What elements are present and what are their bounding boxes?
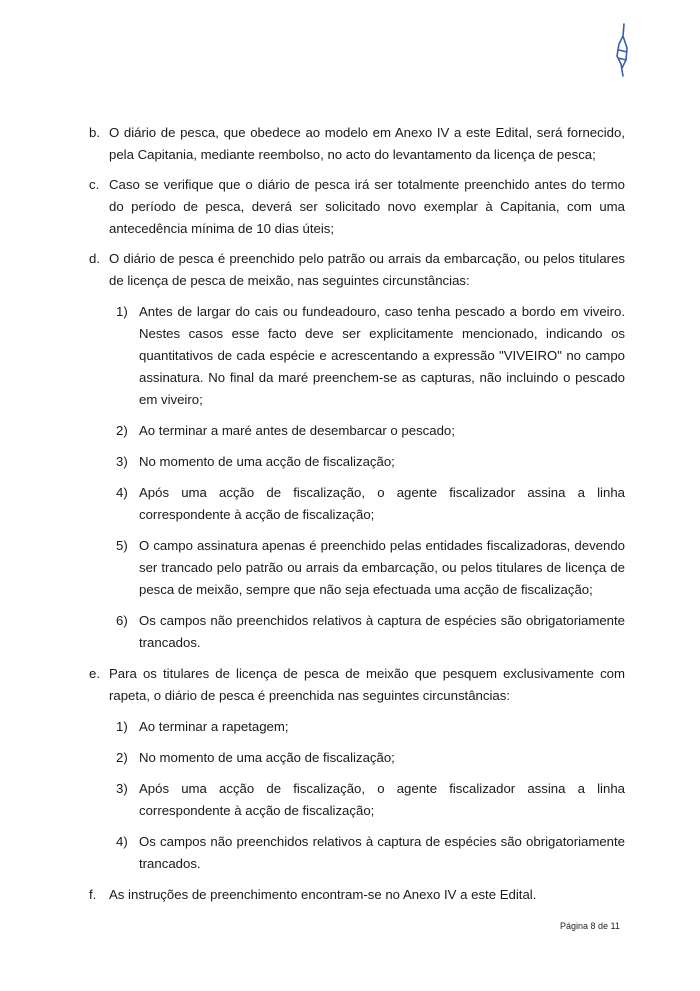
item-marker: d.	[89, 251, 100, 266]
sub-text: Ao terminar a maré antes de desembarcar o pescado;	[139, 423, 455, 438]
sub-text: Os campos não preenchidos relativos à captura de espécies são obrigatoriamente trancados.	[139, 834, 625, 871]
item-text: O diário de pesca é preenchido pelo patrão ou arrais da embarcação, ou pelos titulares de licença de pesca de meixão, nas seguintes circunstâncias:	[109, 251, 625, 288]
item-text: Caso se verifique que o diário de pesca irá ser totalmente preenchido antes do termo do período de pesca, deverá ser solicitado novo exemplar à Capitania, com uma antecedência mínima de 10 dias úteis;	[109, 177, 625, 236]
sub-text: O campo assinatura apenas é preenchido pelas entidades fiscalizadoras, devendo ser trancado pelo patrão ou arrais da embarcação, ou pelos titulares de licença de pesca de meixão, sempre que não seja efectuada uma acção de fiscalização;	[139, 538, 625, 597]
sub-text: No momento de uma acção de fiscalização;	[139, 454, 395, 469]
sub-item-e-3	[89, 778, 625, 822]
sub-text: Após uma acção de fiscalização, o agente fiscalizador assina a linha correspondente à acção de fiscalização;	[139, 485, 625, 522]
sub-marker: 3)	[116, 781, 128, 796]
item-marker: e.	[89, 666, 100, 681]
document-body	[89, 122, 625, 907]
sub-text: Antes de largar do cais ou fundeadouro, caso tenha pescado a bordo em viveiro. Nestes casos esse facto deve ser explicitamente mencionado, indicando os quantitativos de cada espécie e acrescentando a expressão "VIVEIRO" no campo assinatura. No final da maré preenchem-se as capturas, não incluindo o pescado em viveiro;	[139, 304, 625, 407]
sub-text: Após uma acção de fiscalização, o agente fiscalizador assina a linha correspondente à acção de fiscalização;	[139, 781, 625, 818]
sub-item-d-3	[89, 451, 625, 473]
sub-marker: 2)	[116, 423, 128, 438]
sub-marker: 4)	[116, 485, 128, 500]
sub-marker: 1)	[116, 304, 128, 319]
sub-marker: 3)	[116, 454, 128, 469]
item-marker: b.	[89, 125, 100, 140]
sub-text: Os campos não preenchidos relativos à captura de espécies são obrigatoriamente trancados.	[139, 613, 625, 650]
sub-marker: 1)	[116, 719, 128, 734]
sub-text: No momento de uma acção de fiscalização;	[139, 750, 395, 765]
item-text: Para os titulares de licença de pesca de meixão que pesquem exclusivamente com rapeta, o diário de pesca é preenchida nas seguintes circunstâncias:	[109, 666, 625, 703]
item-marker: c.	[89, 177, 100, 192]
sub-text: Ao terminar a rapetagem;	[139, 719, 289, 734]
sub-marker: 4)	[116, 834, 128, 849]
sub-item-e-2	[89, 747, 625, 769]
item-text: O diário de pesca, que obedece ao modelo em Anexo IV a este Edital, será fornecido, pela Capitania, mediante reembolso, no acto do levantamento da licença de pesca;	[109, 125, 625, 162]
sub-item-d-6	[89, 610, 625, 654]
item-text: As instruções de preenchimento encontram-se no Anexo IV a este Edital.	[109, 887, 537, 902]
sub-marker: 2)	[116, 750, 128, 765]
sub-item-e-1	[89, 716, 625, 738]
signature-mark	[608, 22, 638, 82]
list-item-d	[89, 248, 625, 292]
sub-item-e-4	[89, 831, 625, 875]
sub-item-d-1	[89, 301, 625, 411]
sub-item-d-4	[89, 482, 625, 526]
sub-marker: 6)	[116, 613, 128, 628]
sub-marker: 5)	[116, 538, 128, 553]
list-item-f	[89, 884, 625, 906]
sub-item-d-5	[89, 535, 625, 601]
list-item-b	[89, 122, 625, 166]
list-item-c	[89, 174, 625, 240]
list-item-e	[89, 663, 625, 707]
item-marker: f.	[89, 887, 97, 902]
page-number: Página 8 de 11	[560, 921, 620, 931]
sub-item-d-2	[89, 420, 625, 442]
